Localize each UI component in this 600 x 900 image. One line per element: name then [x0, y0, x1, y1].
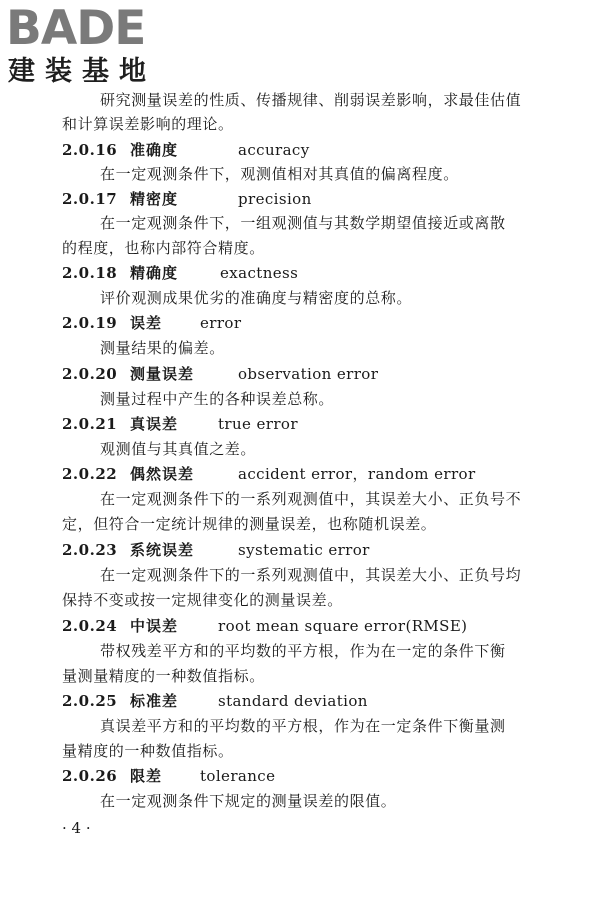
term-entry-heading: [62, 189, 312, 209]
logo-wordmark: BADE: [6, 1, 146, 56]
entry-number: 2.0.17: [62, 190, 118, 208]
term-entry-heading: [62, 313, 241, 333]
entry-english: precision: [238, 190, 312, 208]
entry-english: true error: [218, 415, 298, 433]
entry-definition-line: 观测值与其真值之差。: [100, 440, 257, 458]
entry-number: 2.0.19: [62, 314, 118, 332]
term-entry-heading: [62, 616, 467, 636]
entry-english: standard deviation: [218, 692, 368, 710]
entry-definition-line: 在一定观测条件下，观测值相对其真值的偏离程度。: [100, 165, 459, 183]
entry-term: 系统误差: [130, 541, 195, 559]
intro-line: 和计算误差影响的理论。: [62, 115, 234, 133]
term-entry-heading: [62, 691, 368, 711]
entry-term: 中误差: [130, 617, 179, 635]
entry-definition-line: 测量过程中产生的各种误差总称。: [100, 390, 335, 408]
entry-term: 偶然误差: [130, 465, 195, 483]
entry-english: tolerance: [200, 767, 276, 785]
entry-english: accuracy: [238, 141, 310, 159]
entry-number: 2.0.26: [62, 767, 118, 785]
entry-english: root mean square error(RMSE): [218, 617, 468, 635]
entry-number: 2.0.21: [62, 415, 118, 433]
term-entry-heading: [62, 414, 298, 434]
term-entry-heading: [62, 140, 310, 160]
entry-definition-line: 在一定观测条件下规定的测量误差的限值。: [100, 792, 397, 810]
entry-definition-line: 在一定观测条件下的一系列观测值中，其误差大小、正负号不: [100, 490, 522, 508]
entry-definition-line: 测量结果的偏差。: [100, 339, 225, 357]
entry-english: accident error，random error: [238, 465, 476, 483]
entry-definition-line: 在一定观测条件下，一组观测值与其数学期望值接近或离散: [100, 214, 506, 232]
entry-number: 2.0.24: [62, 617, 118, 635]
entry-number: 2.0.20: [62, 365, 118, 383]
term-entry-heading: [62, 464, 476, 484]
entry-term: 准确度: [130, 141, 179, 159]
entry-term: 标准差: [130, 692, 179, 710]
page-number: · 4 ·: [62, 819, 91, 837]
term-entry-heading: [62, 540, 370, 560]
entry-definition-line: 评价观测成果优劣的准确度与精密度的总称。: [100, 289, 413, 307]
intro-line: 研究测量误差的性质、传播规律、削弱误差影响，求最佳估值: [100, 91, 522, 109]
entry-definition-line: 量测量精度的一种数值指标。: [62, 667, 265, 685]
logo-subtitle: 建装基地: [8, 56, 156, 87]
entry-term: 测量误差: [130, 365, 195, 383]
term-entry-heading: [62, 766, 275, 786]
entry-number: 2.0.18: [62, 264, 118, 282]
entry-english: systematic error: [238, 541, 370, 559]
entry-number: 2.0.22: [62, 465, 118, 483]
entry-term: 限差: [130, 767, 163, 785]
entry-term: 真误差: [130, 415, 179, 433]
entry-number: 2.0.25: [62, 692, 118, 710]
entry-english: observation error: [238, 365, 379, 383]
entry-term: 误差: [130, 314, 163, 332]
entry-definition-line: 在一定观测条件下的一系列观测值中，其误差大小、正负号均: [100, 566, 522, 584]
entry-definition-line: 带权残差平方和的平均数的平方根，作为在一定的条件下衡: [100, 642, 506, 660]
term-entry-heading: [62, 263, 298, 283]
entry-english: error: [200, 314, 242, 332]
entry-term: 精密度: [130, 190, 179, 208]
entry-definition-line: 的程度，也称内部符合精度。: [62, 239, 265, 257]
term-entry-heading: [62, 364, 378, 384]
entry-number: 2.0.23: [62, 541, 118, 559]
entry-english: exactness: [220, 264, 299, 282]
entry-number: 2.0.16: [62, 141, 118, 159]
entry-definition-line: 保持不变或按一定规律变化的测量误差。: [62, 591, 343, 609]
entry-term: 精确度: [130, 264, 179, 282]
entry-definition-line: 真误差平方和的平均数的平方根，作为在一定条件下衡量测: [100, 717, 506, 735]
entry-definition-line: 定，但符合一定统计规律的测量误差，也称随机误差。: [62, 515, 437, 533]
entry-definition-line: 量精度的一种数值指标。: [62, 742, 234, 760]
